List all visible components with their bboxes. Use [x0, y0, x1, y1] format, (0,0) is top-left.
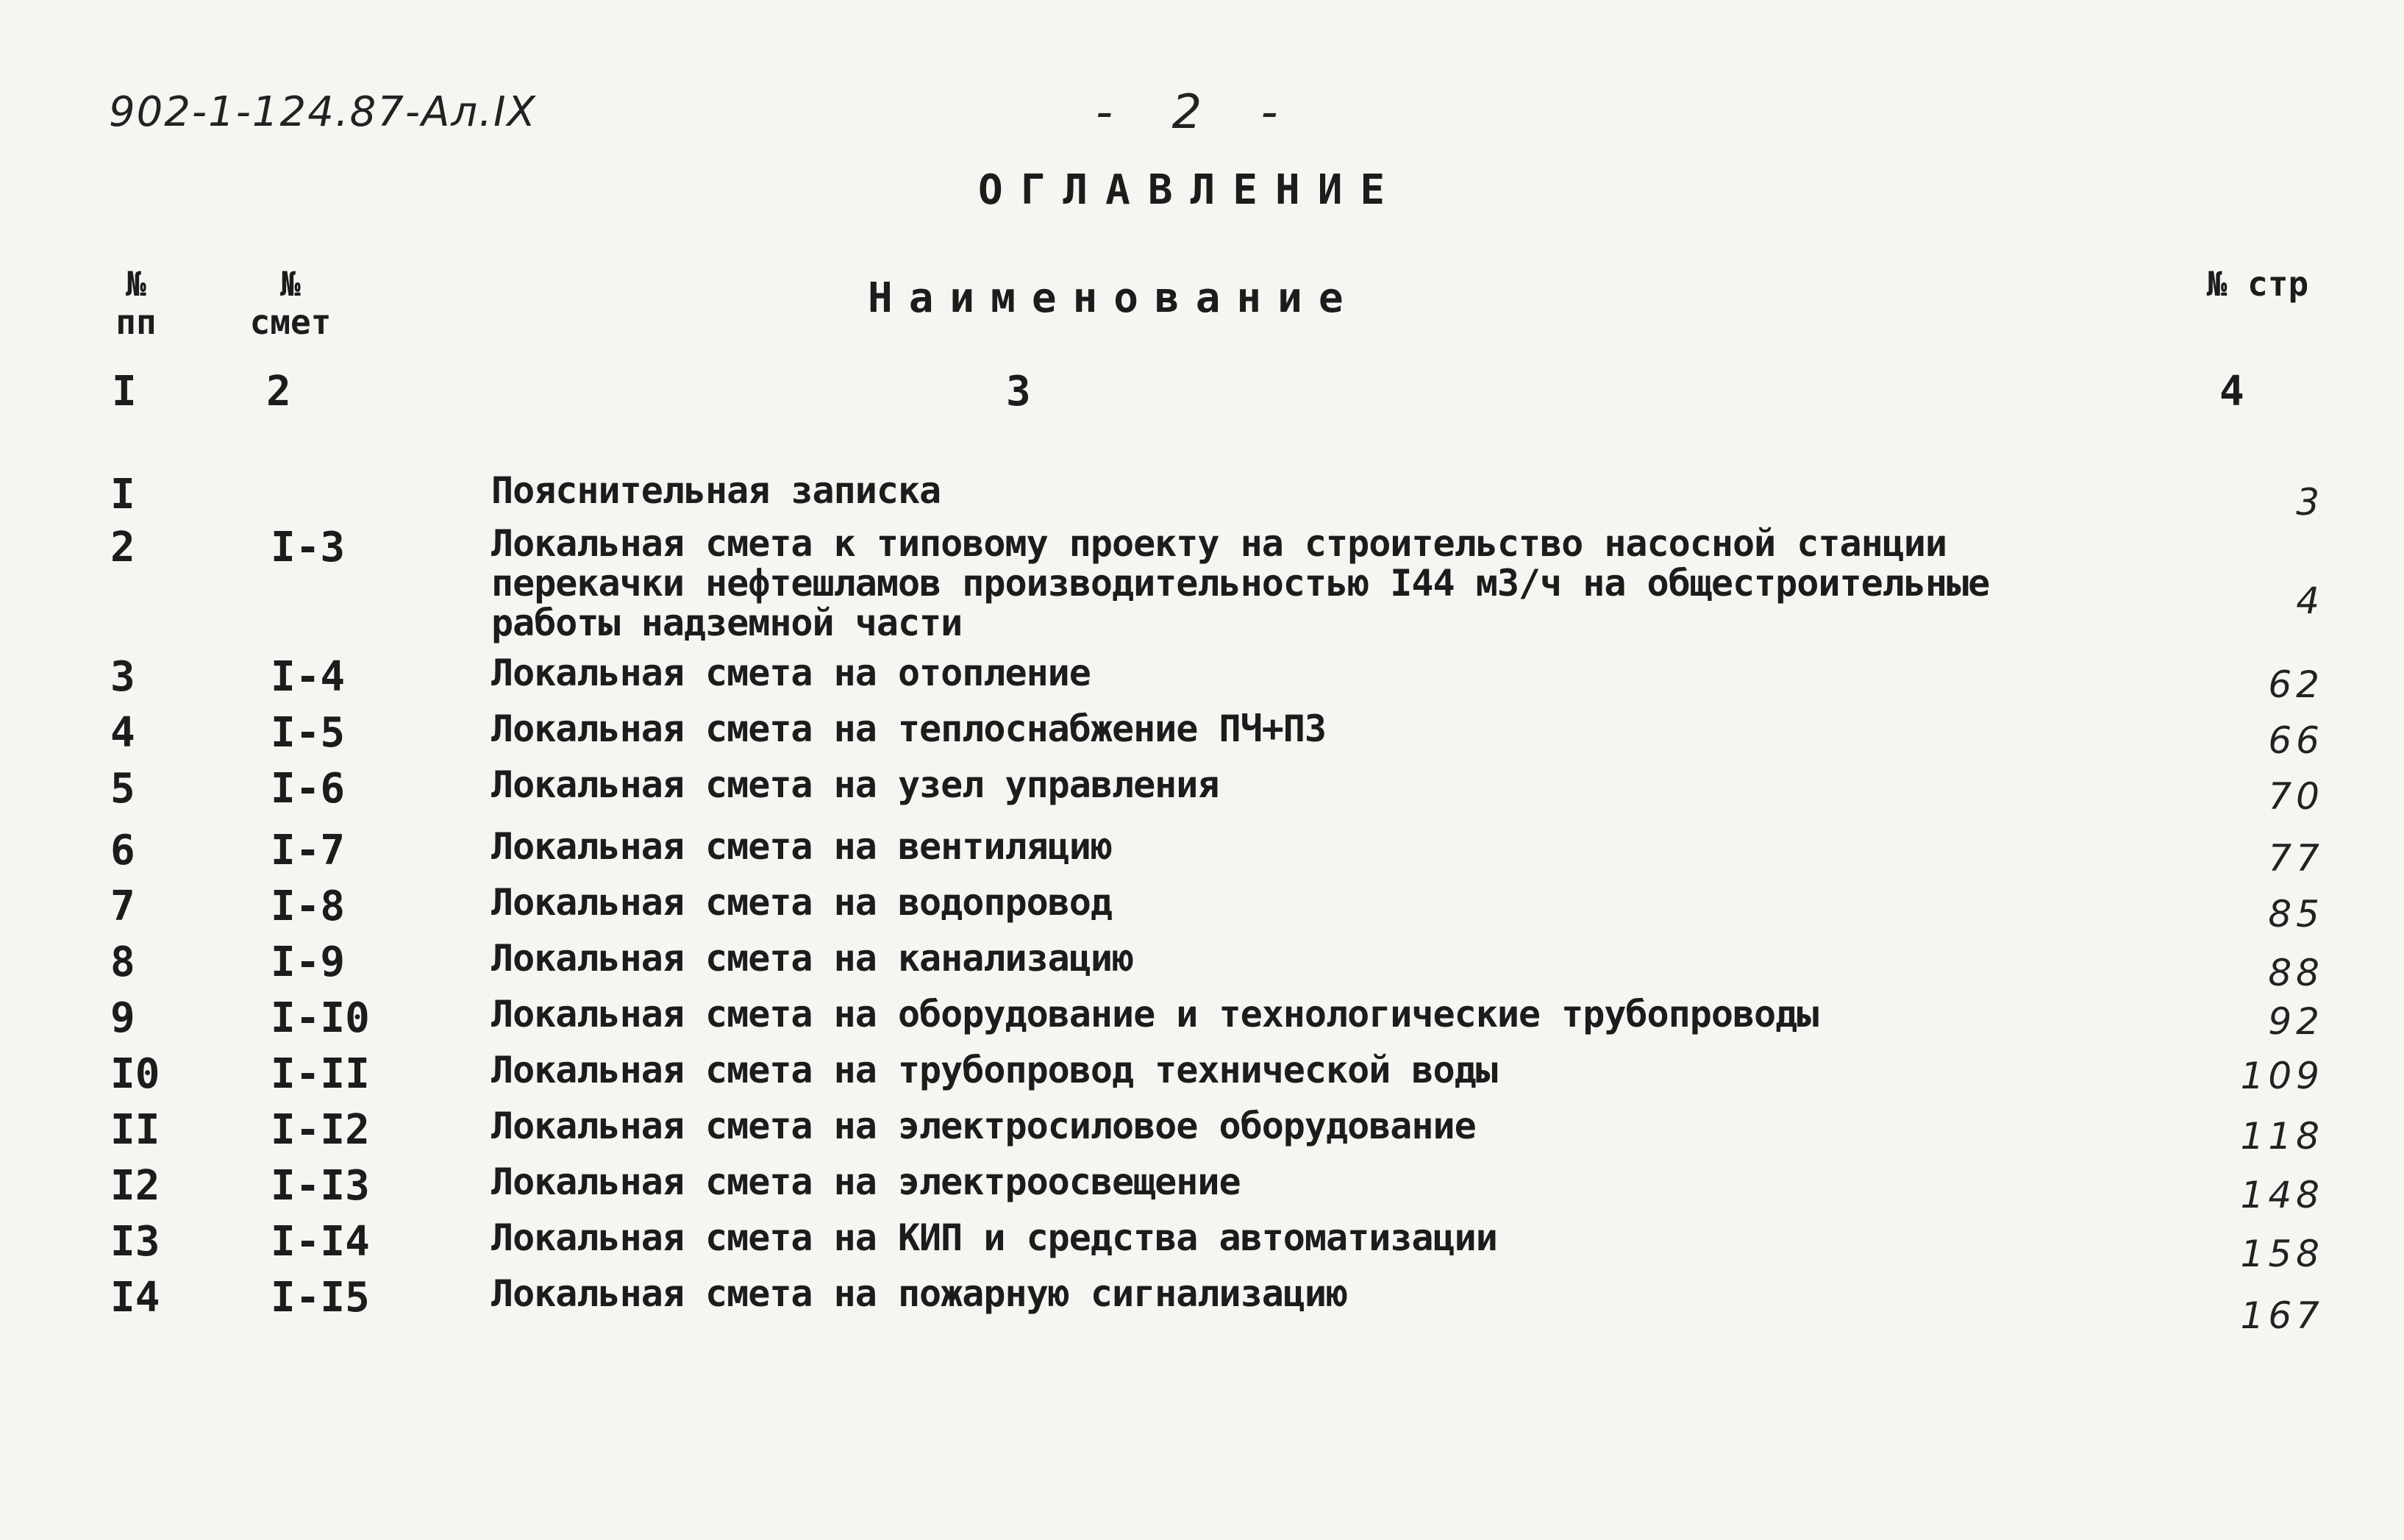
row-name: Локальная смета на пожарную сигнализацию	[491, 1272, 1348, 1315]
row-estimate: I-5	[271, 709, 346, 757]
row-number: 4	[110, 709, 135, 757]
row-estimate: I-I5	[271, 1274, 370, 1322]
column-number-4: 4	[2219, 368, 2244, 416]
column-header-name: Наименование	[868, 274, 1360, 322]
row-page: 62	[2268, 663, 2324, 706]
row-number: 8	[110, 938, 135, 986]
row-name: Локальная смета на трубопровод технической воды	[491, 1049, 1497, 1091]
row-number: 5	[110, 765, 135, 813]
row-estimate: I-9	[271, 938, 346, 986]
row-estimate: I-6	[271, 765, 346, 813]
row-number: 3	[110, 653, 135, 701]
row-page: 77	[2268, 837, 2324, 880]
column-header-estimate: № смет	[249, 264, 332, 342]
row-name: Локальная смета на электроосвещение	[491, 1161, 1241, 1203]
row-estimate: I-I2	[271, 1106, 370, 1154]
row-estimate: I-3	[271, 524, 346, 571]
row-number: I2	[110, 1162, 160, 1210]
page-number: - 2 -	[1096, 85, 1300, 140]
row-number: 6	[110, 827, 135, 874]
row-page: 4	[2296, 580, 2324, 622]
row-name: Локальная смета к типовому проекту на строительство насосной станции перекачки нефтешламов производительностью I44 м3/ч на общестроительные работы надземной части	[491, 522, 1990, 644]
row-page: 3	[2296, 481, 2324, 524]
row-name: Локальная смета на отопление	[491, 652, 1091, 694]
row-page: 109	[2240, 1055, 2324, 1097]
row-number: I4	[110, 1274, 160, 1322]
column-header-page: № стр	[2206, 264, 2309, 304]
row-number: 9	[110, 994, 135, 1042]
row-name: Локальная смета на узел управления	[491, 763, 1219, 806]
row-page: 167	[2240, 1294, 2324, 1337]
column-number-2: 2	[266, 368, 291, 416]
row-name: Локальная смета на вентиляцию	[491, 825, 1112, 868]
row-estimate: I-II	[271, 1050, 370, 1098]
row-name: Локальная смета на водопровод	[491, 881, 1112, 924]
row-number: I3	[110, 1218, 160, 1266]
row-name: Локальная смета на оборудование и технологические трубопроводы	[491, 993, 1819, 1035]
row-estimate: I-8	[271, 883, 346, 930]
row-number: II	[110, 1106, 160, 1154]
row-name: Локальная смета на КИП и средства автоматизации	[491, 1216, 1497, 1259]
row-estimate: I-I4	[271, 1218, 370, 1266]
column-number-1: I	[112, 368, 137, 416]
row-page: 88	[2268, 952, 2324, 994]
page-title: ОГЛАВЛЕНИЕ	[978, 166, 1403, 214]
row-name: Локальная смета на электросиловое оборудование	[491, 1105, 1476, 1147]
row-page: 92	[2268, 1000, 2324, 1043]
row-number: I	[110, 471, 135, 518]
row-name: Локальная смета на канализацию	[491, 937, 1134, 980]
row-page: 66	[2268, 719, 2324, 762]
row-page: 148	[2240, 1174, 2324, 1216]
row-estimate: I-4	[271, 653, 346, 701]
row-page: 85	[2268, 893, 2324, 935]
row-number: 2	[110, 524, 135, 571]
row-page: 118	[2240, 1115, 2324, 1158]
row-estimate: I-7	[271, 827, 346, 874]
row-estimate: I-I0	[271, 994, 370, 1042]
row-page: 70	[2268, 775, 2324, 818]
row-number: I0	[110, 1050, 160, 1098]
row-name: Локальная смета на теплоснабжение ПЧ+ПЗ	[491, 707, 1326, 750]
row-estimate: I-I3	[271, 1162, 370, 1210]
row-number: 7	[110, 883, 135, 930]
column-number-3: 3	[1006, 368, 1031, 416]
column-header-num: № пп	[115, 264, 157, 342]
row-name: Пояснительная записка	[491, 469, 941, 512]
row-page: 158	[2240, 1233, 2324, 1275]
document-code: 902-1-124.87-Ал.IX	[109, 88, 537, 136]
